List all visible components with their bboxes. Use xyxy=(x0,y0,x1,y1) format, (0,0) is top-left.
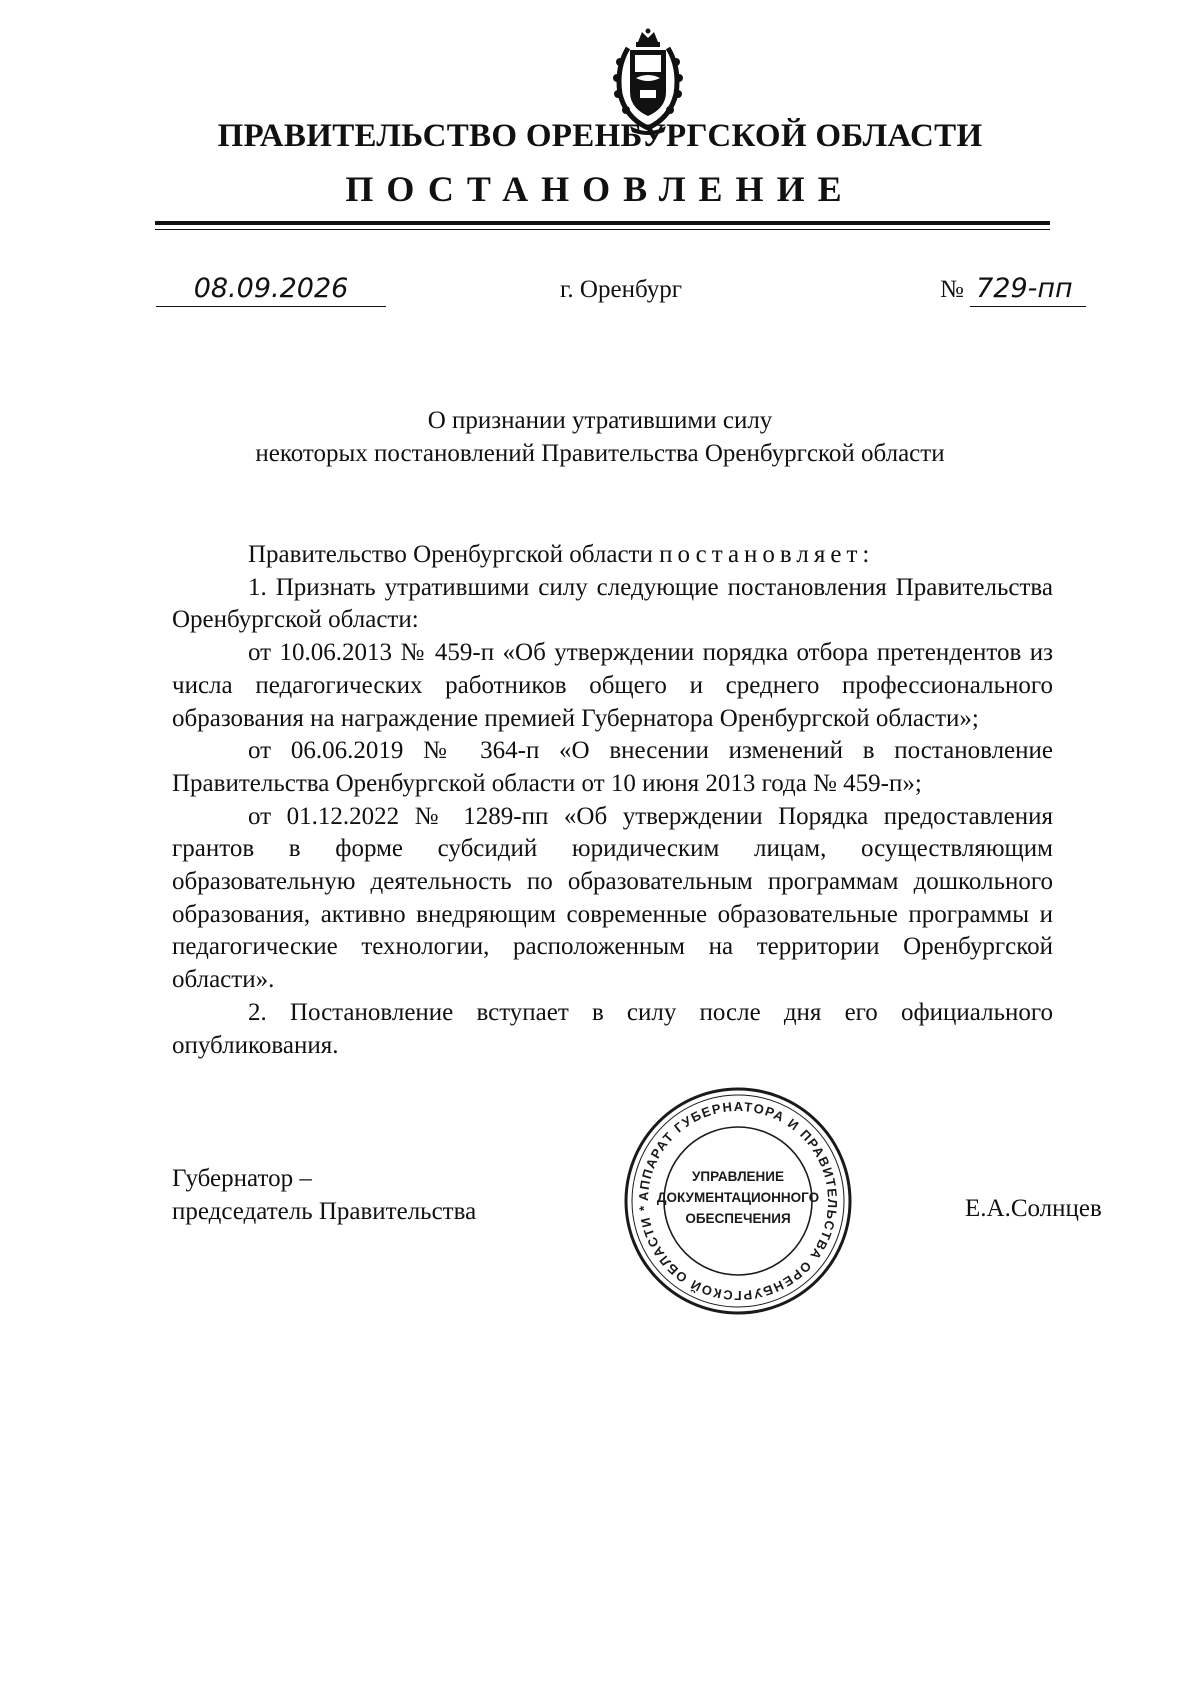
subject-line-1: О признании утратившими силу xyxy=(427,407,773,434)
seal-center-line-2: ДОКУМЕНТАЦИОННОГО xyxy=(656,1190,820,1205)
signatory-name: Е.А.Солнцев xyxy=(965,1195,1102,1222)
government-title: ПРАВИТЕЛЬСТВО ОРЕНБУРГСКОЙ ОБЛАСТИ xyxy=(217,118,983,154)
official-seal xyxy=(622,1085,854,1317)
header-divider-thin xyxy=(155,229,1050,230)
seal-ring-text: АППАРАТ ГУБЕРНАТОРА И ПРАВИТЕЛЬСТВА ОРЕНБУРГСКОЙ ОБЛАСТИ * xyxy=(635,1098,841,1304)
body-act-3: от 01.12.2022 № 1289-пп «Об утверждении Порядка предоставления грантов в форме субсидий юридическим лицам, осуществляющим образовательную деятельность по образовательным программам дошкольного образования, активно внедряющим современные образовательные программы и педагогические технологии, расположенным на территории Оренбургской области». xyxy=(172,802,1053,994)
body-item-2: 2. Постановление вступает в силу после дня его официального опубликования. xyxy=(172,998,1053,1059)
header-divider-thick xyxy=(155,221,1050,225)
document-body xyxy=(172,539,1053,1062)
seal-center-line-3: ОБЕСПЕЧЕНИЯ xyxy=(685,1211,791,1226)
number-value: 729-пп xyxy=(970,272,1086,307)
position-line-1: Губернатор – xyxy=(172,1165,312,1192)
subject-line-2: некоторых постановлений Правительства Оренбургской области xyxy=(255,440,945,467)
decree-word: постановляет: xyxy=(659,541,875,568)
seal-center-line-1: УПРАВЛЕНИЕ xyxy=(691,1169,785,1184)
document-number xyxy=(940,272,1086,307)
body-item-1: 1. Признать утратившими силу следующие постановления Правительства Оренбургской области: xyxy=(172,573,1053,634)
document-type: ПОСТАНОВЛЕНИЕ xyxy=(345,169,855,209)
intro-text: Правительство Оренбургской области xyxy=(248,541,653,568)
body-act-2: от 06.06.2019 № 364-п «О внесении изменений в постановление Правительства Оренбургской области от 10 июня 2013 года № 459-п»; xyxy=(172,737,1053,797)
body-act-1: от 10.06.2013 № 459-п «Об утверждении порядка отбора претендентов из числа педагогических работников общего и среднего профессионального образования на награждение премией Губернатора Оренбургской области»; xyxy=(172,639,1053,732)
body-intro xyxy=(172,539,1053,572)
document-city: г. Оренбург xyxy=(560,276,682,303)
document-subject xyxy=(160,404,1040,470)
signatory-position xyxy=(172,1162,476,1228)
position-line-2: председатель Правительства xyxy=(172,1198,477,1225)
document-date: 08.09.2026 xyxy=(156,272,386,307)
number-prefix: № xyxy=(940,276,964,303)
